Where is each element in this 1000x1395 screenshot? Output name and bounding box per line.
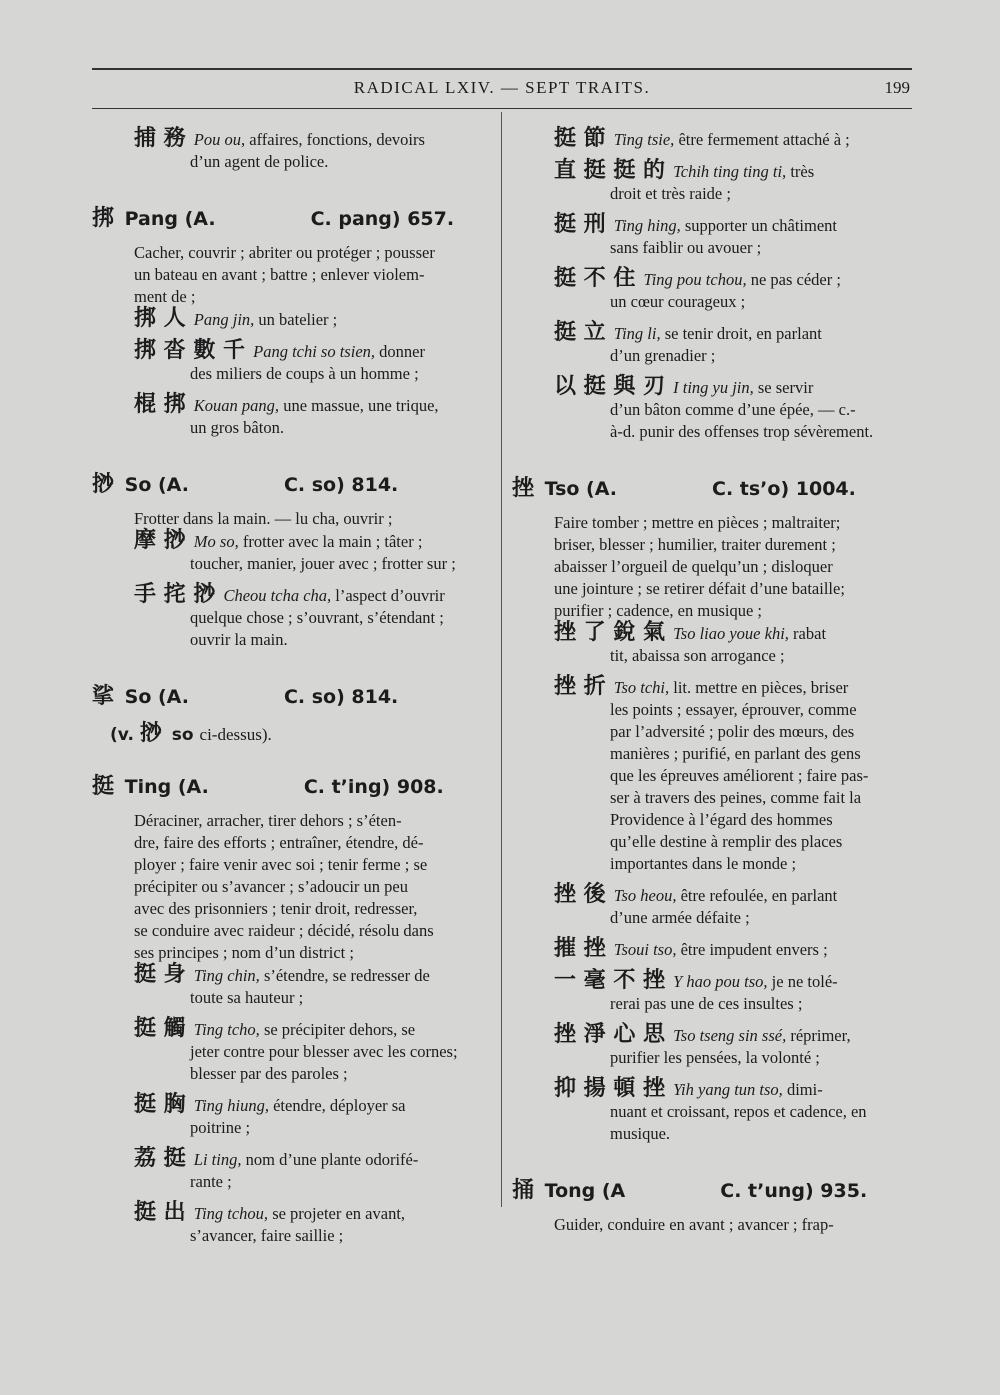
gloss-continued: que les épreuves améliorent ; faire pas- [610,766,869,785]
gloss: je ne tolé- [771,972,838,991]
gloss: dimi- [786,1080,823,1099]
romanization: Tchih ting ting ti, [673,162,787,181]
sub-entry [92,1094,492,1139]
gloss-continued: poitrine ; [190,1118,251,1137]
gloss-continued: un gros bâton. [190,418,284,437]
gloss: se servir [757,378,814,397]
gloss-continued: jeter contre pour blesser avec les cornes; [190,1042,458,1061]
cjk-term: 摩 挱 [134,528,186,553]
definition-line: Cacher, couvrir ; abriter ou protéger ; pousser [134,243,435,262]
sub-entry [92,1018,492,1085]
gloss: lit. mettre en pièces, briser [673,678,849,697]
head-reading: Tso (A. [544,478,618,500]
sub-entry [512,322,912,367]
sub-entry [92,584,492,651]
definition-line: un bateau en avant ; battre ; enlever violem- [134,265,425,284]
definition [92,810,492,964]
gloss-continued: tit, abaissa son arrogance ; [610,646,785,665]
romanization: Yih yang tun tso, [673,1080,783,1099]
gloss: un batelier ; [258,310,338,329]
cjk-term: 手 挓 挱 [134,582,216,607]
sub-entry [92,530,492,575]
gloss-continued: manières ; purifié, en parlant des gens [610,744,861,763]
head-character: 挷 [92,206,115,231]
entry-head-so-variant [92,679,492,710]
note-reading: so [171,725,194,745]
romanization: Ting hing, [613,216,681,235]
gloss-continued: s’avancer, faire saillie ; [190,1226,344,1245]
head-character: 捅 [512,1178,535,1203]
cjk-term: 挺 節 [554,126,606,151]
sub-entry [512,128,912,151]
gloss-continued: d’un bâton comme d’une épée, — c.- [610,400,856,419]
gloss-continued: musique. [610,1124,671,1143]
gloss-continued: toute sa hauteur ; [190,988,304,1007]
gloss: être impudent envers ; [680,940,828,959]
gloss: affaires, fonctions, devoirs [249,130,425,149]
left-column [92,128,492,1256]
head-cantonese: C. t’ing) 908. [303,776,444,798]
head-reading: Tong (A [544,1180,626,1202]
gloss-continued: droit et très raide ; [610,184,731,203]
definition-line: ses principes ; nom d’un district ; [134,943,354,962]
sub-entry [512,676,912,875]
entry-head-so [92,467,492,498]
gloss-continued: ser à travers des peines, comme fait la [610,788,862,807]
romanization: Ting chin, [193,966,260,985]
definition-line: Faire tomber ; mettre en pièces ; maltraiter; [554,513,841,532]
head-reading: Pang (A. [124,208,216,230]
gloss-continued: importantes dans le monde ; [610,854,797,873]
note-prefix: (v. [110,725,134,745]
romanization: Ting tsie, [613,130,675,149]
cjk-term: 挺 刑 [554,212,606,237]
gloss-continued: un cœur courageux ; [610,292,746,311]
cjk-term: 挫 淨 心 思 [554,1022,665,1047]
sub-entry [512,938,912,961]
gloss: une massue, une trique, [283,396,439,415]
sub-entry [92,964,492,1009]
sub-entry [512,268,912,313]
gloss: rabat [793,624,827,643]
cjk-term: 挷 人 [134,306,186,331]
cjk-term: 挺 觸 [134,1016,186,1041]
cjk-term: 荔 挺 [134,1146,186,1171]
gloss-continued: purifier les pensées, la volonté ; [610,1048,820,1067]
head-cantonese: C. ts’o) 1004. [712,478,856,500]
sub-entry [512,622,912,667]
romanization: Ting pou tchou, [643,270,747,289]
cjk-term: 挱 [139,721,162,746]
definition [512,512,912,622]
cjk-term: 挫 了 銳 氣 [554,620,665,645]
definition-line: ment de ; [134,287,196,306]
gloss: frotter avec la main ; tâter ; [242,532,423,551]
gloss: s’étendre, se redresser de [263,966,430,985]
sub-entry [512,884,912,929]
head-character: 挱 [92,472,115,497]
running-header-title: RADICAL LXIV. — SEPT TRAITS. [353,78,651,97]
romanization: Tso liao youe khi, [673,624,789,643]
definition-line: briser, blesser ; humilier, traiter durement ; [554,535,836,554]
gloss-continued: rerai pas une de ces insultes ; [610,994,803,1013]
romanization: Tso tchi, [613,678,670,697]
sub-entry [512,1024,912,1069]
gloss-continued: d’une armée défaite ; [610,908,750,927]
cjk-term: 挫 後 [554,882,606,907]
sub-entry [512,160,912,205]
sub-entry [512,1078,912,1145]
gloss: être fermement attaché à ; [678,130,850,149]
definition-line: avec des prisonniers ; tenir droit, redresser, [134,899,418,918]
head-cantonese: C. so) 814. [283,686,399,708]
romanization: Pou ou, [193,130,246,149]
entry-head-ting [92,769,492,800]
gloss: très [790,162,815,181]
romanization: Li ting, [193,1150,242,1169]
gloss-continued: les points ; essayer, éprouver, comme [610,700,857,719]
gloss-continued: Providence à l’égard des hommes [610,810,833,829]
gloss: ne pas céder ; [750,270,841,289]
romanization: Pang jin, [193,310,255,329]
gloss: étendre, déployer sa [273,1096,406,1115]
gloss: donner [379,342,425,361]
cjk-term: 挷 沓 數 千 [134,338,245,363]
head-reading: Ting (A. [124,776,209,798]
cjk-term: 抑 揚 頓 挫 [554,1076,665,1101]
definition-line: Guider, conduire en avant ; avancer ; frap- [554,1215,834,1234]
romanization: Tso tseng sin ssé, [673,1026,787,1045]
romanization: Ting hiung, [193,1096,269,1115]
sub-entry [92,128,492,173]
cjk-term: 挺 立 [554,320,606,345]
gloss-continued: par l’adversité ; polir des mœurs, des [610,722,855,741]
gloss-continued: sans faiblir ou avouer ; [610,238,762,257]
head-cantonese: C. t’ung) 935. [720,1180,868,1202]
head-reading: So (A. [124,474,189,496]
sub-entry [512,376,912,443]
romanization: Pang tchi so tsien, [253,342,376,361]
cjk-term: 摧 挫 [554,936,606,961]
gloss: se projeter en avant, [272,1204,406,1223]
entry-head-tong [512,1173,912,1204]
romanization: Mo so, [193,532,239,551]
head-reading: So (A. [124,686,189,708]
cjk-term: 挺 出 [134,1200,186,1225]
head-cantonese: C. so) 814. [283,474,399,496]
head-cantonese: C. pang) 657. [310,208,455,230]
definition-line: purifier ; cadence, en musique ; [554,601,762,620]
definition-line: ployer ; faire venir avec soi ; tenir ferme ; se [134,855,428,874]
page-number: 199 [884,78,910,97]
gloss-continued: à-d. punir des offenses trop sévèrement. [610,422,874,441]
cjk-term: 一 毫 不 挫 [554,968,665,993]
romanization: Tso heou, [613,886,677,905]
head-character: 挲 [92,684,115,709]
cjk-term: 挫 折 [554,674,606,699]
definition-line: Déraciner, arracher, tirer dehors ; s’éten- [134,811,402,830]
sub-entry [92,308,492,331]
sub-entry [92,394,492,439]
definition-line: Frotter dans la main. — lu cha, ouvrir ; [134,509,393,528]
cjk-term: 挺 不 住 [554,266,636,291]
entry-head-pang [92,201,492,232]
right-column [512,128,912,1236]
gloss-continued: ouvrir la main. [190,630,288,649]
head-character: 挺 [92,774,115,799]
sub-entry [92,1148,492,1193]
sub-entry [512,970,912,1015]
header-rule-bottom [92,108,912,109]
gloss: l’aspect d’ouvrir [335,586,445,605]
romanization: Ting tchou, [193,1204,269,1223]
entry-head-tso [512,471,912,502]
romanization: Cheou tcha cha, [223,586,332,605]
sub-entry [512,214,912,259]
gloss-continued: d’un grenadier ; [610,346,716,365]
romanization: Tsoui tso, [613,940,677,959]
definition-line: dre, faire des efforts ; entraîner, étendre, dé- [134,833,424,852]
gloss: être refoulée, en parlant [680,886,838,905]
romanization: Ting tcho, [193,1020,260,1039]
romanization: I ting yu jin, [673,378,754,397]
gloss-continued: d’un agent de police. [190,152,329,171]
gloss-continued: quelque chose ; s’ouvrant, s’étendant ; [190,608,444,627]
gloss: supporter un châtiment [684,216,837,235]
gloss-continued: blesser par des paroles ; [190,1064,348,1083]
romanization: Kouan pang, [193,396,280,415]
definition [92,508,492,530]
definition-line: une jointure ; se retirer défait d’une bataille; [554,579,845,598]
definition [512,1214,912,1236]
header-rule-top [92,68,912,70]
gloss-continued: rante ; [190,1172,232,1191]
note-suffix: ci-dessus). [199,725,272,744]
gloss-continued: toucher, manier, jouer avec ; frotter sur ; [190,554,456,573]
cjk-term: 捕 務 [134,126,186,151]
gloss-continued: nuant et croissant, repos et cadence, en [610,1102,867,1121]
head-character: 挫 [512,476,535,501]
definition-line: abaisser l’orgueil de quelqu’un ; disloquer [554,557,833,576]
cjk-term: 以 挺 與 刃 [554,374,665,399]
romanization: Y hao pou tso, [673,972,768,991]
definition [92,242,492,308]
sub-entry [92,1202,492,1247]
sub-entry [92,340,492,385]
definition-line: précipiter ou s’avancer ; s’adoucir un peu [134,877,408,896]
gloss: se tenir droit, en parlant [664,324,822,343]
gloss: réprimer, [790,1026,851,1045]
gloss-continued: des miliers de coups à un homme ; [190,364,419,383]
definition-line: se conduire avec raideur ; décidé, résolu dans [134,921,434,940]
gloss: se précipiter dehors, se [263,1020,416,1039]
cjk-term: 挺 胸 [134,1092,186,1117]
cjk-term: 直 挺 挺 的 [554,158,665,183]
gloss-continued: qu’elle destine à remplir des places [610,832,843,851]
cjk-term: 挺 身 [134,962,186,987]
column-divider [501,112,502,1207]
romanization: Ting li, [613,324,661,343]
cjk-term: 棍 挷 [134,392,186,417]
gloss: nom d’une plante odorifé- [245,1150,419,1169]
cross-reference [92,716,492,747]
